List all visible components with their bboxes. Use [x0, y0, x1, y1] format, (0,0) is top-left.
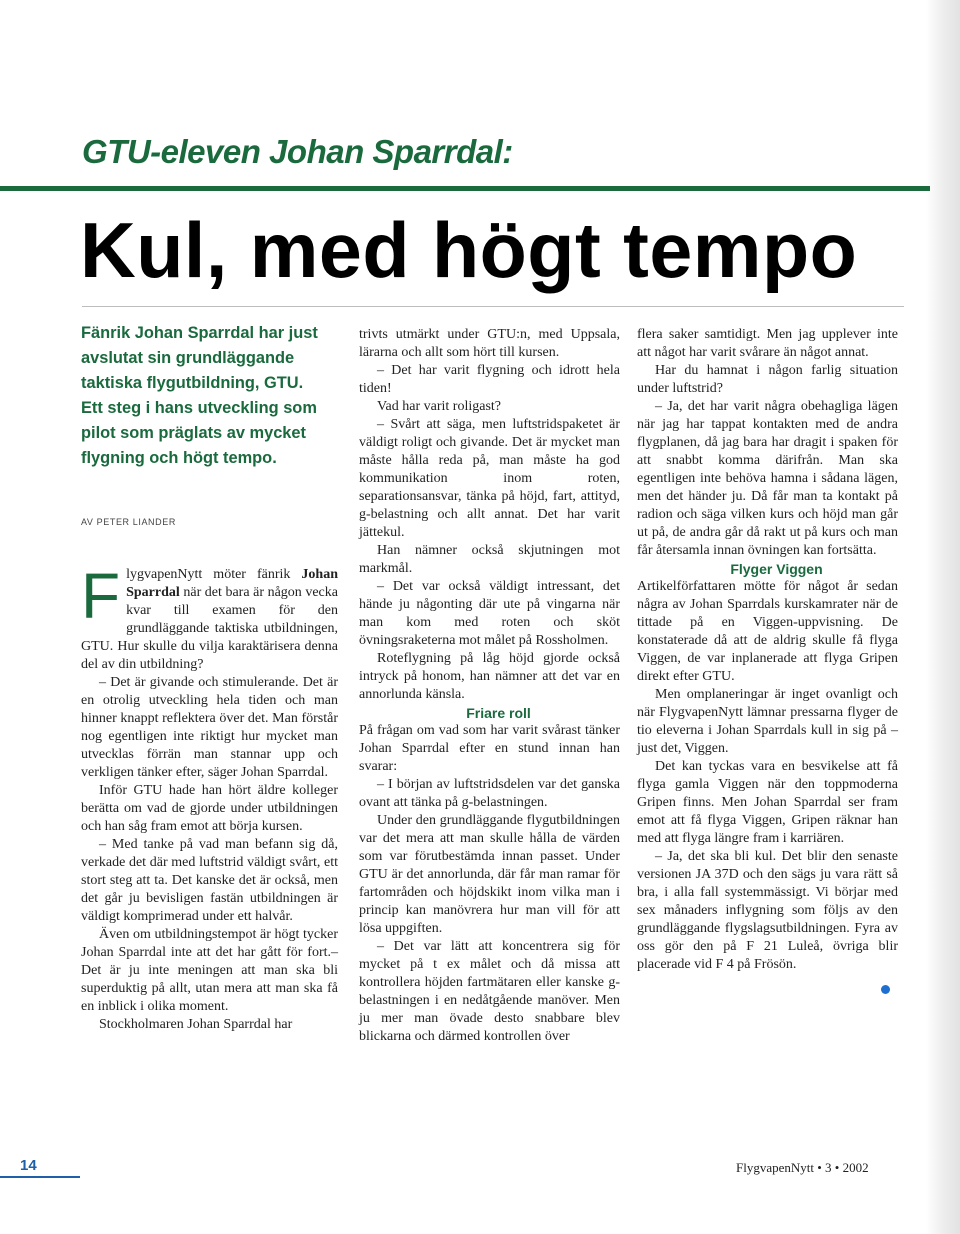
paragraph: trivts utmärkt under GTU:n, med Uppsala, lärarna och allt som hört till kursen.: [359, 327, 620, 360]
paragraph: Stockholmaren Johan Sparrdal har: [99, 1017, 293, 1032]
paragraph: – Det var lätt att koncentrera sig för mycket på t ex målet och då missa att kontrollera höjden fartmätaren eller kanske g-belastningen i en nedåtgående manöver. Men ju mer man övade desto snabbare blev blickarna och därmed kontrollen över: [359, 939, 620, 1044]
lead-text-start: lygvapenNytt möter fänrik: [126, 567, 302, 582]
lead-text-rest: när det bara är någon vecka kvar till examen för den grundläggande taktiska utbildningen, GTU. Hur skulle du vilja karaktärisera denna del av din utbildning?: [81, 585, 338, 672]
text-column-2: [359, 326, 620, 1046]
paragraph: Vad har varit roligast?: [377, 399, 502, 414]
paragraph: – Det har varit flygning och idrott hela tiden!: [359, 363, 620, 396]
paragraph: – Ja, det ska bli kul. Det blir den senaste versionen JA 37D och den sägs ju vara rätt så bra, i alla fall systemmässigt. Vi börjar med sex månaders inflygning som följs av den grundläggande flygslagsutbildningen. Fyra av oss gör den på F 21 Luleå, övriga blir placerade vid F 4 på Frösön.: [637, 849, 898, 972]
text-column-3: [637, 326, 898, 974]
article-ingress: Fänrik Johan Sparrdal har just avslutat sin grundläggande taktiska flygutbildning, GTU. Ett steg i hans utveckling som pilot som präglats av mycket flygning och högt tempo.: [81, 324, 318, 467]
text-column-1: [81, 560, 338, 1034]
magazine-issue-footer: FlygvapenNytt • 3 • 2002: [736, 1160, 869, 1175]
article-headline: Kul, med högt tempo: [80, 206, 858, 294]
paragraph: På frågan om vad som har varit svårast tänker Johan Sparrdal efter en stund innan han svarar:: [359, 723, 620, 774]
paragraph: flera saker samtidigt. Men jag upplever inte att något har varit svårare än något annat.: [637, 327, 898, 360]
paragraph: – Med tanke på vad man befann sig då, verkade det där med luftstrid väldigt svårt, ett stort steg att ta. Det kanske det är också, men det går ju bevisligen fastän utbildningen är väldigt komprimerad under ett halvår.: [81, 837, 338, 924]
page-edge-shadow: [926, 0, 960, 1234]
subheading-friare-roll: Friare roll: [466, 705, 531, 721]
lead-paragraph: [81, 560, 338, 674]
paragraph: Han nämner också skjutningen mot markmål.: [359, 543, 620, 576]
paragraph: – Det är givande och stimulerande. Det är en otrolig utveckling hela tiden och man hinner knappt reflektera över det. Man förstår nog egentligen inte riktigt hur mycket man utvecklas förrän man stannar upp och verkligen tänker efter, säger Johan Sparrdal.: [81, 675, 338, 780]
paragraph: Roteflygning på låg höjd gjorde också intryck på honom, han nämner att det var en annorlunda känsla.: [359, 651, 620, 702]
paragraph: – Svårt att säga, men luftstridspaketet är väldigt roligt och givande. Det är mycket man måste hålla reda på, man måste ha god kommunikation inom roten, separationsansvar, tänka på höjd, fart, attityd, g-belastning och allt annat. Det har varit jättekul.: [359, 417, 620, 540]
byline: AV PETER LIANDER: [81, 517, 176, 527]
header-rule: [0, 186, 930, 191]
paragraph: Har du hamnat i någon farlig situation under luftstrid?: [637, 363, 898, 396]
article-kicker: GTU-eleven Johan Sparrdal:: [82, 133, 513, 170]
footer-rule: [0, 1176, 80, 1178]
paragraph: Men omplaneringar är inget ovanligt och när FlygvapenNytt lämnar pressarna flyger de tio eleverna i Johan Sparrdals kull in sig på – just det, Viggen.: [637, 687, 898, 756]
paragraph: – Det var också väldigt intressant, det hände ju någonting där ute på vingarna när man kom med roten och sköt övningsraketerna mot målet på Rossholmen.: [359, 579, 620, 648]
paragraph: Artikelförfattaren mötte för något år sedan några av Johan Sparrdals kurskamrater när de tittade på en Viggen-uppvisning. De konstaterade då att de aldrig skulle få flyga Viggen, de var inplanerade att flyga Gripen direkt efter GTU.: [637, 579, 898, 684]
paragraph: Det kan tyckas vara en besvikelse att få flyga gamla Viggen när den toppmoderna Gripen finns. Men Johan Sparrdal ser fram emot att få flyga Viggen, Gripen räknar han med att flyga längre fram i karriären.: [637, 759, 898, 846]
paragraph: – I början av luftstridsdelen var det ganska ovant att tänka på g-belastningen.: [359, 777, 620, 810]
paragraph: Under den grundläggande flygutbildningen var det mera att man skulle hålla de värden som var förutbestämda innan passet. Under GTU är det annorlunda, där får man ramar för fartområden och höjdskikt inom vilka man i princip kan manövrera hur man vill för att lösa uppgiften.: [359, 813, 620, 936]
subheading-flyger-viggen: Flyger Viggen: [730, 561, 823, 577]
paragraph: Även om utbildningstempot är högt tycker Johan Sparrdal inte att det har gått för fort.– Det är ju inte meningen att man ska bli superduktig på allt, utan mera att man ska få en inblick i olika moment.: [81, 927, 338, 1014]
paragraph: – Ja, det har varit några obehagliga lägen när jag har tappat kontakten med de andra flygplanen, då jag bara har dragit i spaken för att snabbt komma därifrån. Man ska egentligen inte behöva hamna i sådana lägen, men det händer ju. Då får man ta kontakt på radion och säga vilken kurs och höjd man går ut på, de andra går då rakt ut på kurs och man får återsamla innan övningen kan fortsätta.: [637, 399, 898, 558]
headline-rule: [82, 306, 904, 307]
lead-name: Johan Sparrdal: [126, 567, 338, 600]
paragraph: Inför GTU hade han hört äldre kolleger berätta om vad de gjorde under utbildningen och han såg fram emot att börja kursen.: [81, 783, 338, 834]
page-number: 14: [20, 1157, 37, 1174]
drop-cap: F: [81, 560, 121, 632]
end-of-article-bullet-icon: [881, 985, 890, 994]
